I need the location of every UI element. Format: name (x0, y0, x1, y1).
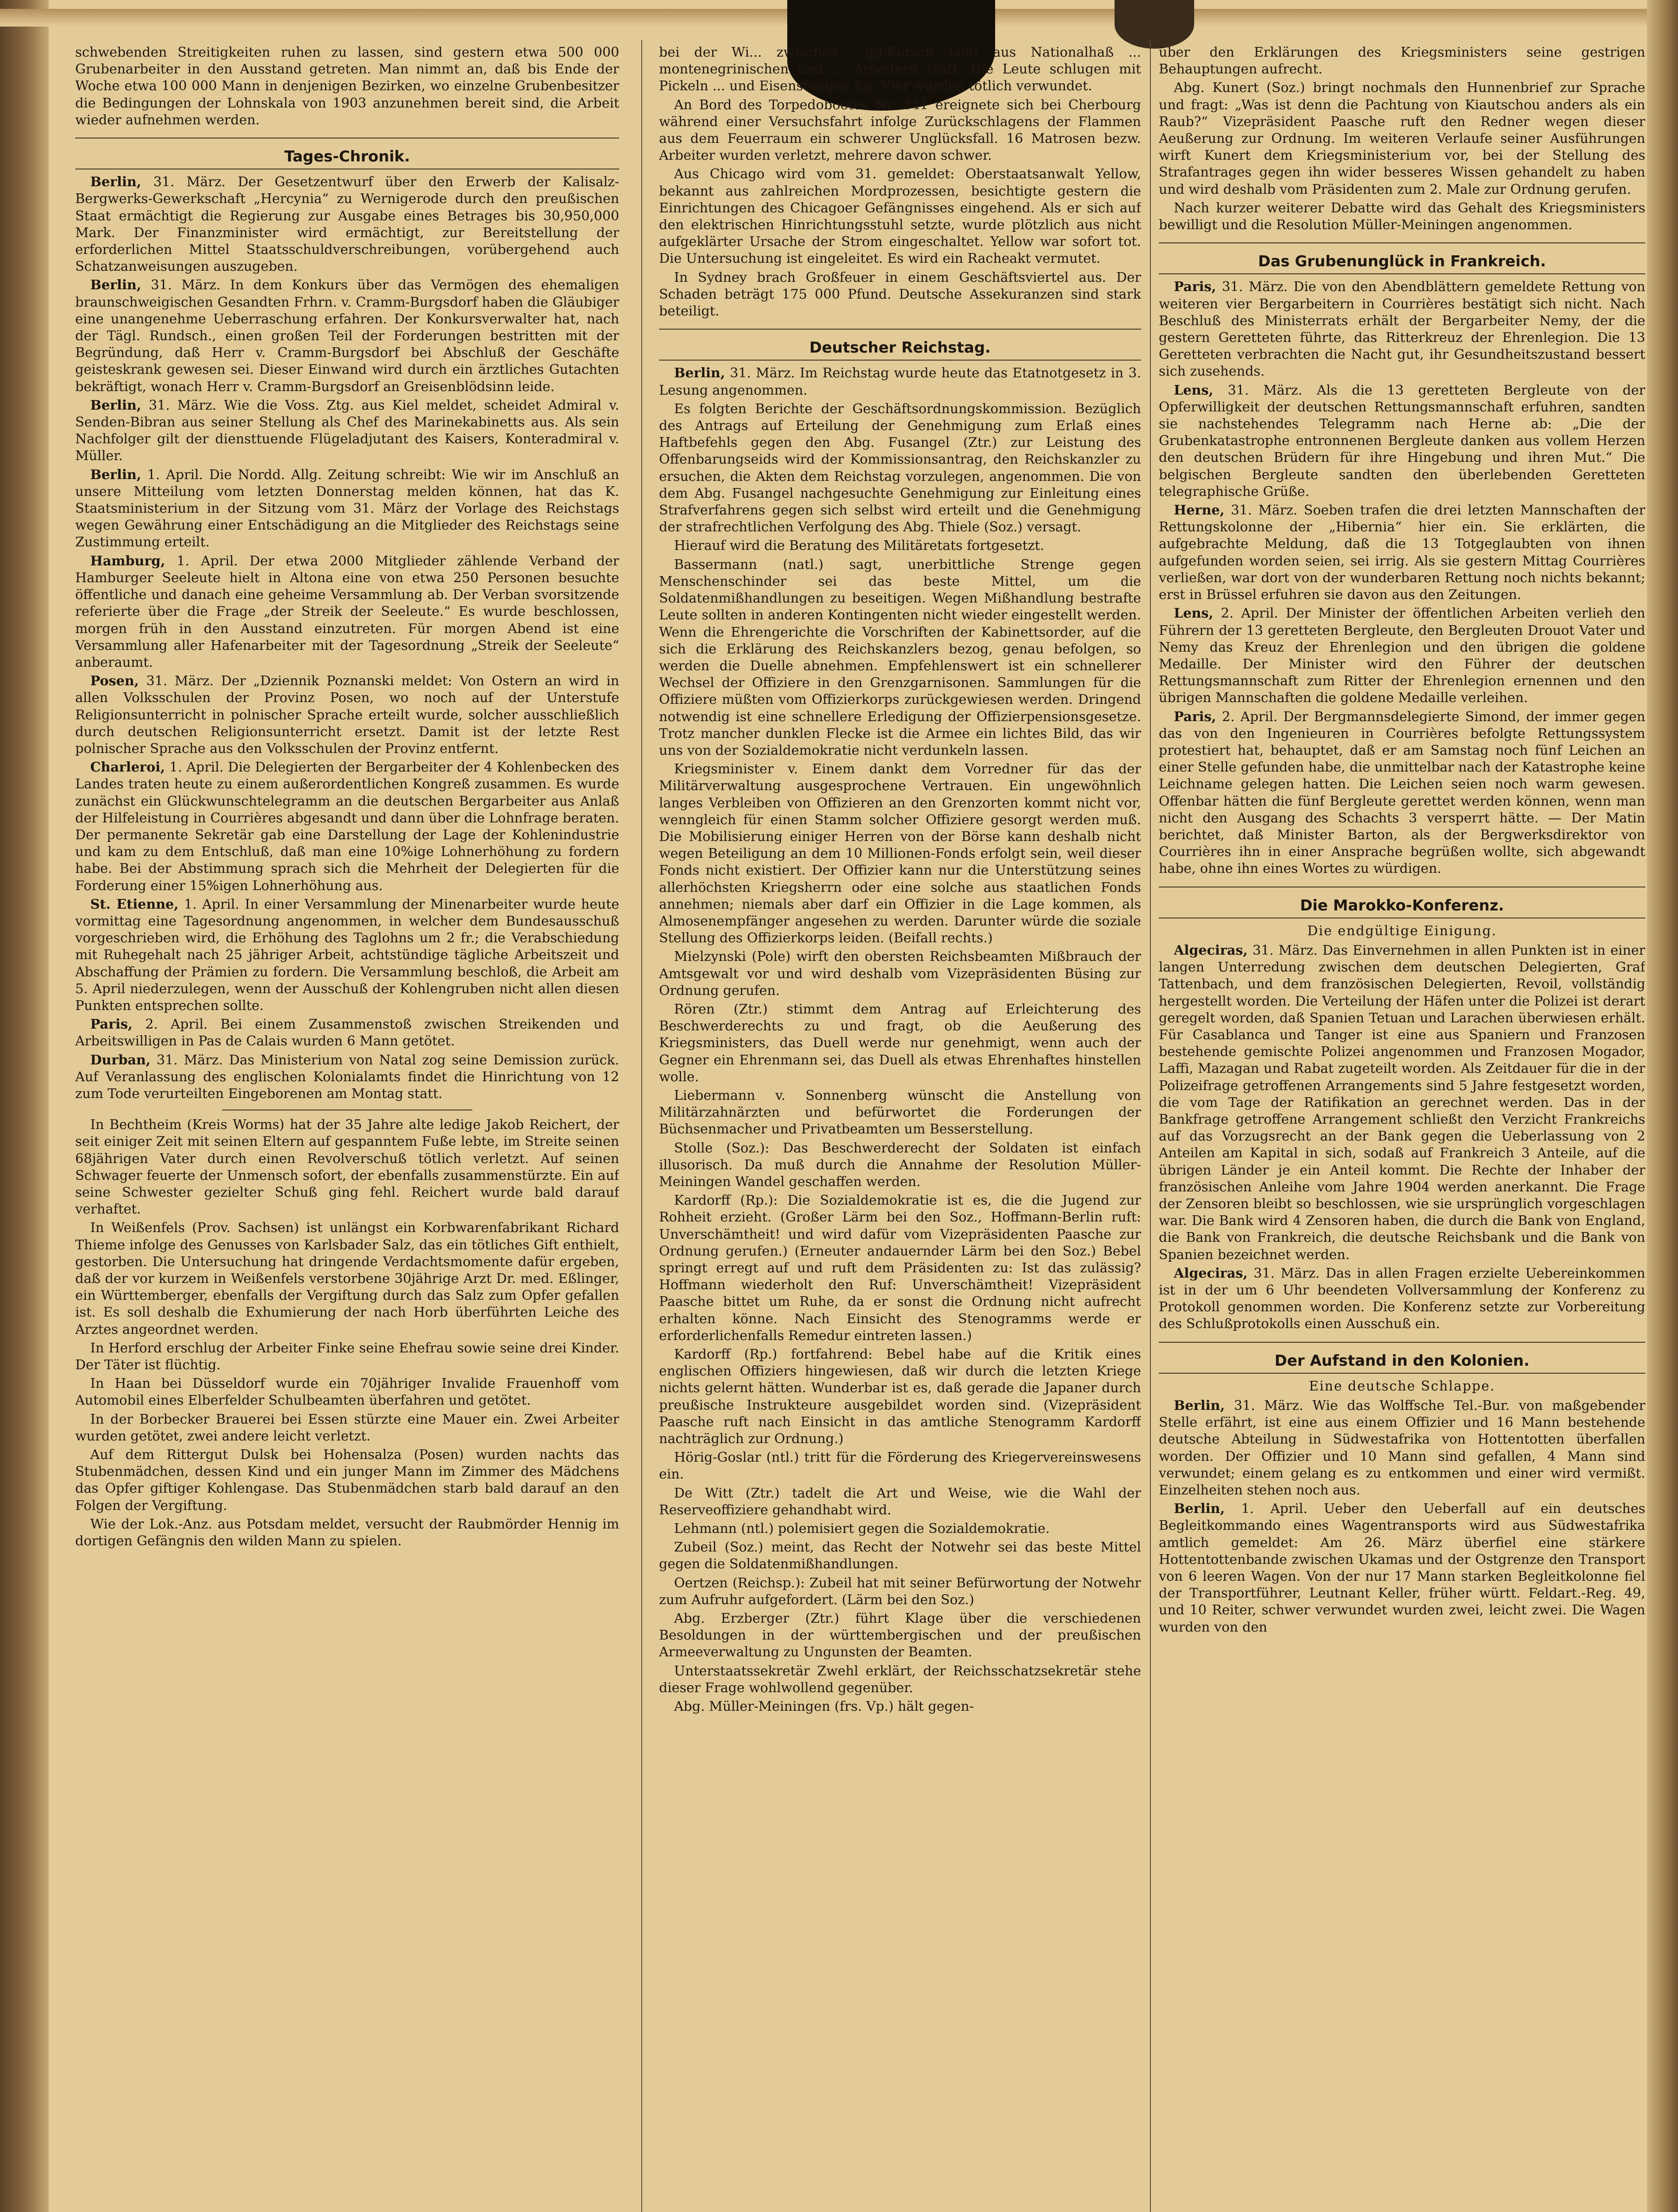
dateline: Algeciras, (1174, 1265, 1248, 1281)
news-text: 1. April. Der etwa 2000 Mitglieder zählende Verband der Hamburger Seeleute hielt in Altona eine von etwa 250 Personen besuchte öffentliche und danach eine geheime Versammlung ab. Der Verban svorsitzende referierte über die Frage „der Streik der Seeleute.“ Es wurde beschlossen, morgen früh in den Ausstand einzutreten. Für morgen Abend ist eine Versammlung aller Hafenarbeiter mit der Tagesordnung „Streik der Seeleute“ anberaumt. (75, 553, 619, 670)
dateline: Algeciras, (1174, 942, 1248, 958)
debate-paragraph: Zubeil (Soz.) meint, das Recht der Notwehr sei das beste Mittel gegen die Soldatenmißhandlungen. (659, 1540, 1141, 1572)
dateline: Berlin, (90, 174, 142, 190)
debate-paragraph: De Witt (Ztr.) tadelt die Art und Weise, wie die Wahl der Reserveoffiziere gehandhabt wird. (659, 1485, 1141, 1518)
section-heading-tages-chronik: Tages-Chronik. (75, 148, 619, 169)
dateline: Paris, (90, 1017, 133, 1033)
news-paragraph: In Sydney brach Großfeuer in einem Geschäftsviertel aus. Der Schaden beträgt 175 000 Pfund. Deutsche Assekuranzen sind stark beteiligt. (659, 269, 1141, 319)
column-1 (75, 44, 619, 2212)
column-rule-2 (1150, 40, 1151, 2212)
section-heading-grubenunglueck: Das Grubenunglück in Frankreich. (1159, 253, 1645, 274)
news-item (1159, 279, 1645, 380)
debate-paragraph: Oertzen (Reichsp.): Zubeil hat mit seiner Befürwortung der Notwehr zum Aufruhr aufgefordert. (Lärm bei den Soz.) (659, 1575, 1141, 1608)
news-item (75, 397, 619, 465)
dateline: Paris, (1174, 279, 1216, 295)
news-item (75, 673, 619, 757)
news-text: 31. März. Das Einvernehmen in allen Punkten ist in einer langen Unterredung zwischen dem deutschen Delegierten, Graf Tattenbach, und dem französischen Delegierten, Revoil, vollständig hergestellt worden. Die Verteilung der Häfen unter die Polizei ist derart geregelt worden, daß Spanien Tetuan und Larachen überwiesen erhält. Für Casablanca und Tanger ist eine aus Spaniern und Franzosen bestehende gemischte Polizei angenommen und Franzosen Mogador, Laffi, Mazagan und Rabat zugeteilt worden. Als Zeitdauer für die in der Polizeifrage getroffenen Arrangements sind 5 Jahre festgesetzt worden, die vom Tage der Ratifikation an gerechnet werden. Das in der Bankfrage getroffene Arrangement schließt den Verzicht Frankreichs auf das Vorzugsrecht an der Bank gegen die Ueberlassung von 2 Anteilen am Kapital in sich, sodaß auf Frankreich 3 Anteile, auf die übrigen Länder je ein Anteil kommt. Die Rechte der Inhaber der französischen Anleihe vom Jahre 1904 werden anerkannt. Die Frage der Zensoren bleibt so beschlossen, wie sie ursprünglich vorgeschlagen war. Die Bank wird 4 Zensoren haben, die durch die Bank von England, die Bank von Frankreich, die deutsche Reichsbank und die Bank von Spanien bezeichnet werden. (1159, 942, 1645, 1263)
dateline: Berlin, (90, 277, 142, 293)
debate-paragraph: Bassermann (natl.) sagt, unerbittliche Strenge gegen Menschenschinder sei das beste Mittel, um die Soldatenmißhandlungen zu beseitigen. Wegen Mißhandlung bestrafte Leute sollten in anderen Kontingenten nicht wieder eingestellt werden. Wenn die Ehrengerichte die Vorschriften der Kabinettsorder, auf die sich die Erklärung des Reichskanzlers bezog, genau befolgen, so werden die Duelle abnehmen. Empfehlenswert ist ein schnellerer Wechsel der Offiziere in den Grenzgarnisonen. Sammlungen für die Offiziere müßten vom Offizierkorps zurückgewiesen werden. Dringend notwendig ist eine schnellere Erledigung der Offizierpensionsgesetze. Trotz mancher dunklen Flecke ist die Armee ein lichtes Bild, das wir uns von der Sozialdemokratie nicht verdunkeln lassen. (659, 557, 1141, 758)
book-gutter (0, 0, 49, 2212)
news-text: 2. April. Der Bergmannsdelegierte Simond, der immer gegen das von den Ingenieuren in Courrières befolgte Rettungssystem protestiert hat, behauptet, daß er am Samstag noch fünf Leichen an einer Stelle gefunden habe, die unmittelbar nach der Katastrophe keine Leichname gelegen hatten. Die Leichen seien noch warm gewesen. Offenbar hätten die fünf Bergleute gerettet werden können, wenn man nicht den Ausgang des Schachts 3 versperrt hätte. — Der Matin berichtet, daß Minister Barton, als der Bergwerksdirektor von Courrières ihn in einer Ansprache begrüßen wollte, sich abgewandt habe, ohne ihn eines Wortes zu würdigen. (1159, 709, 1645, 877)
news-text: 31. März. Das in allen Fragen erzielte Uebereinkommen ist in der um 6 Uhr beendeten Vollversammlung der Konferenz zu Protokoll genommen worden. Die Konferenz setzte zur Vorbereitung des Schlußprotokolls einen Ausschuß ein. (1159, 1265, 1645, 1332)
dateline: Berlin, (90, 397, 142, 413)
news-item (1159, 605, 1645, 707)
news-text: 31. März. Die von den Abendblättern gemeldete Rettung von weiteren vier Bergarbeitern in Courrières bestätigt sich nicht. Nach Beschluß des Ministerrats erhält der Bergarbeiter Nemy, der die gestern Geretteten führte, das Ritterkreuz der Ehrenlegion. Die 13 Geretteten verbrachten die Nacht gut, ihr Gesundheitszustand bessert sich zusehends. (1159, 279, 1645, 380)
dateline: Charleroi, (90, 760, 165, 776)
news-text: 31. März. Wie das Wolffsche Tel.-Bur. von maßgebender Stelle erfährt, ist eine aus einem Offizier und 16 Mann bestehende deutsche Abteilung in Südwestafrika von Hottentotten überfallen worden. Der Offizier und 10 Mann sind gefallen, 4 Mann sind verwundet; einem gelang es zu entkommen und einer wird vermißt. Einzelheiten stehen noch aus. (1159, 1398, 1645, 1498)
dateline: St. Etienne, (90, 896, 179, 912)
news-item (1159, 502, 1645, 603)
dateline: Berlin, (90, 467, 142, 483)
debate-paragraph: Lehmann (ntl.) polemisiert gegen die Sozialdemokratie. (674, 1521, 1050, 1537)
dateline: Lens, (1174, 606, 1214, 622)
news-text: 1. April. In einer Versammlung der Minenarbeiter wurde heute vormittag eine Tagesordnung angenommen, in welcher dem Bundesausschuß vorgeschrieben wird, die Erhöhung des Taglohns um 2 fr.; die Verabschiedung mit Ruhegehalt nach 25 jähriger Arbeit, achtstündige tägliche Arbeitszeit und Abschaffung der Prämien zu fordern. Die Versammlung beschloß, die Arbeit am 5. April niederzulegen, wenn der Ausschuß der Kohlengruben nicht allen diesen Punkten entsprechen sollte. (75, 896, 619, 1014)
ink-stain-small (1115, 0, 1194, 49)
section-subheading: Eine deutsche Schlappe. (1309, 1378, 1495, 1394)
news-text: 31. März. Im Reichstag wurde heute das Etatnotgesetz in 3. Lesung angenommen. (659, 365, 1141, 398)
page-edge (1647, 0, 1678, 2212)
news-paragraph: bei der Wi... zwischen ...gg-Korsch fand aus Nationalhaß ... montenegrinischen und ... Arbeitern statt. Die Leute schlugen mit Pickeln ... und Eisenstangen los. Vier wurden tötlich verwundet. (659, 45, 1141, 94)
debate-paragraph: Liebermann v. Sonnenberg wünscht die Anstellung von Militärzahnärzten und befürwortet die Forderungen der Büchsenmacher und Privatbeamten um Besserstellung. (659, 1087, 1141, 1137)
debate-paragraph: Kardorff (Rp.) fortfahrend: Bebel habe auf die Kritik eines englischen Offiziers hingewiesen, daß wir durch die letzten Kriege nichts gelernt hätten. Wunderbar ist es, daß gerade die Japaner durch preußische Instrukteure ausgebildet worden sind. (Vizepräsident Paasche ruft nach Einsicht in das amtliche Stenogramm Kardorff nachträglich zur Ordnung.) (659, 1347, 1141, 1447)
debate-paragraph: Kriegsminister v. Einem dankt dem Vorredner für das der Militärverwaltung ausgesprochene Vertrauen. Ein ungewöhnlich langes Verbleiben von Offizieren an den Grenzorten kommt nicht vor, wenngleich für einen Stamm solcher Offiziere gesorgt werden muß. Die Mobilisierung einiger Herren von der Börse kann deshalb nicht wegen Beteiligung an dem 10 Millionen-Fonds erfolgt sein, weil dieser Fonds nicht existiert. Der Offizier kann nur die Unterstützung seines allerhöchsten Kriegsherrn oder eine solche aus staatlichen Fonds annehmen; niemals aber darf ein Offizier in die Lage kommen, als Almosenempfänger angesehen zu werden. Darunter würde die soziale Stellung des Offizierkorps leiden. (Beifall rechts.) (659, 761, 1141, 946)
section-heading-reichstag: Deutscher Reichstag. (659, 339, 1141, 361)
dateline: Berlin, (1174, 1398, 1225, 1414)
debate-paragraph: über den Erklärungen des Kriegsministers seine gestrigen Behauptungen aufrecht. (1159, 45, 1645, 77)
misc-item: In der Borbecker Brauerei bei Essen stürzte eine Mauer ein. Zwei Arbeiter wurden getötet, zwei andere leicht verletzt. (75, 1411, 619, 1444)
misc-item: In Herford erschlug der Arbeiter Finke seine Ehefrau sowie seine drei Kinder. Der Täter ist flüchtig. (75, 1340, 619, 1373)
intro-paragraph: schwebenden Streitigkeiten ruhen zu lassen, sind gestern etwa 500 000 Grubenarbeiter in den Ausstand getreten. Man nimmt an, daß bis Ende der Woche etwa 100 000 Mann in denjenigen Bezirken, wo einzelne Grubenbesitzer die Bedingungen der Lohnskala von 1903 anzunehmen bereit sind, die Arbeit wieder aufnehmen werden. (75, 45, 619, 128)
news-text: 31. März. Wie die Voss. Ztg. aus Kiel meldet, scheidet Admiral v. Senden-Bibran aus seiner Stellung als Chef des Marinekabinetts aus. Als sein Nachfolger gilt der diensttuende Flügeladjutant des Kaisers, Konteradmiral v. Müller. (75, 397, 619, 464)
dateline: Paris, (1174, 709, 1216, 725)
news-item (659, 365, 1141, 399)
section-heading-kolonien: Der Aufstand in den Kolonien. (1159, 1352, 1645, 1374)
misc-item: In Bechtheim (Kreis Worms) hat der 35 Jahre alte ledige Jakob Reichert, der seit einiger Zeit mit seinen Eltern auf gespanntem Fuße lebte, im Streite seinen 68jährigen Vater durch einen Revolverschuß tötlich verletzt. Auf seinen Schwager feuerte der Unmensch sofort, der ebenfalls zusammenstürzte. Ein auf seine Schwester gezielter Schuß ging fehl. Reichert wurde bald darauf verhaftet. (75, 1117, 619, 1217)
news-item (1159, 382, 1645, 500)
news-item (75, 553, 619, 671)
news-item (1159, 942, 1645, 1263)
misc-item: Wie der Lok.-Anz. aus Potsdam meldet, versucht der Raubmörder Hennig im dortigen Gefängnis den wilden Mann zu spielen. (75, 1516, 619, 1549)
divider (659, 329, 1141, 330)
debate-paragraph: Unterstaatssekretär Zwehl erklärt, der Reichsschatzsekretär stehe dieser Frage wohlwollend gegenüber. (659, 1663, 1141, 1696)
column-2 (659, 44, 1141, 2212)
news-text: 31. März. Der „Dziennik Poznanski meldet: Von Ostern an wird in allen Volksschulen der Provinz Posen, wo noch auf der Unterstufe Religionsunterricht in polnischer Sprache erteilt wurde, solcher ausschließlich durch deutschen Religionsunterricht ersetzt. Damit ist der letzte Rest polnischer Sprache aus den Volksschulen der Provinz entfernt. (75, 673, 619, 757)
debate-paragraph: Es folgten Berichte der Geschäftsordnungskommission. Bezüglich des Antrags auf Erteilung der Genehmigung zum Erlaß eines Haftbefehls gegen den Abg. Fusangel (Ztr.) zur Leistung des Offenbarungseids wird der Kommissionsantrag, den Reichskanzler zu ersuchen, die Akten dem Reichstag vorzulegen, angenommen. Die von dem Abg. Fusangel nachgesuchte Genehmigung zur Einleitung eines Strafverfahrens gegen sich selbst wird erteilt und die Genehmigung der strafrechtlichen Verfolgung des Abg. Thiele (Soz.) versagt. (659, 401, 1141, 535)
dateline: Berlin, (1174, 1501, 1225, 1517)
section-heading-marokko: Die Marokko-Konferenz. (1159, 897, 1645, 918)
debate-paragraph: Abg. Müller-Meiningen (frs. Vp.) hält gegen- (674, 1699, 974, 1715)
debate-paragraph: Hörig-Goslar (ntl.) tritt für die Förderung des Kriegervereinswesens ein. (659, 1450, 1141, 1482)
debate-paragraph: Nach kurzer weiterer Debatte wird das Gehalt des Kriegsministers bewilligt und die Resolution Müller-Meiningen angenommen. (1159, 200, 1645, 233)
dateline: Posen, (90, 673, 139, 689)
news-text: 31. März. Als die 13 geretteten Bergleute von der Opferwilligkeit der deutschen Rettungsmannschaft erfuhren, sandten sie nachstehendes Telegramm nach Herne ab: „Die der Grubenkatastrophe entronnenen Bergleute danken aus vollem Herzen den deutschen Brüdern für ihre Hingebung und ihren Mut.“ Die belgischen Bergleute sandten den überlebenden Geretteten telegraphische Grüße. (1159, 382, 1645, 499)
news-item (75, 759, 619, 895)
misc-item: Auf dem Rittergut Dulsk bei Hohensalza (Posen) wurden nachts das Stubenmädchen, dessen Kind und ein junger Mann im Zimmer des Mädchens das Opfer giftiger Kohlengase. Das Stubenmädchen starb bald darauf an den Folgen der Vergiftung. (75, 1447, 619, 1513)
misc-item: In Haan bei Düsseldorf wurde ein 70jähriger Invalide Frauenhoff vom Automobil eines Elberfelder Schulbeamten überfahren und getötet. (75, 1376, 619, 1409)
news-text: 31. März. In dem Konkurs über das Vermögen des ehemaligen braunschweigischen Gesandten Frhrn. v. Cramm-Burgsdorf haben die Gläubiger eine unangenehme Ueberraschung erfahren. Der Konkursverwalter hat, nach der Tägl. Rundsch., einen großen Teil der Forderungen bestritten mit der Begründung, daß Herr v. Cramm-Burgsdorf bei Abschluß der Geschäfte geisteskrank gewesen sei. Dieser Einwand wird durch ein ärztliches Gutachten bekräftigt, wonach Herr v. Cramm-Burgsdorf an Greisenblödsinn leide. (75, 277, 619, 395)
news-text: 31. März. Soeben trafen die drei letzten Mannschaften der Rettungskolonne der „Hibernia“ hier ein. Sie erklärten, die aufgebrachte Meldung, daß die 13 Totgeglaubten von ihnen aufgefunden worden seien, sei irrig. Als sie gestern Mittag Courrières verließen, war dort von der wunderbaren Rettung noch nichts bekannt; erst in Brüssel erfuhren sie davon aus den Zeitungen. (1159, 503, 1645, 603)
section-subheading: Die endgültige Einigung. (1307, 923, 1497, 939)
debate-paragraph: Stolle (Soz.): Das Beschwerderecht der Soldaten ist einfach illusorisch. Da muß durch die Annahme der Resolution Müller-Meiningen Wandel geschaffen werden. (659, 1140, 1141, 1190)
dateline: Berlin, (674, 365, 725, 381)
dateline: Hamburg, (90, 553, 165, 569)
news-paragraph: An Bord des Torpedobootes Nr. 341 ereignete sich bei Cherbourg während einer Versuchsfahrt infolge Zurückschlagens der Flammen aus dem Feuerraum ein schwerer Unglücksfall. 16 Matrosen bezw. Arbeiter wurden verletzt, mehrere davon schwer. (659, 97, 1141, 164)
news-text: 1. April. Die Delegierten der Bergarbeiter der 4 Kohlenbecken des Landes traten heute zu einem außerordentlichen Kongreß zusammen. Es wurde zunächst ein Glückwunschtelegramm an die deutschen Bergarbeiter aus Anlaß der Hilfeleistung in Courrières abgesandt und dann über die Lohnfrage beraten. Der permanente Sekretär gab eine Darstellung der Lage der Kohlenindustrie und kam zu dem Entschluß, daß man eine 10%ige Lohnerhöhung zu fordern habe. Bei der Abstimmung sprach sich die Mehrheit der Delegierten für die Forderung einer 15%igen Lohnerhöhung aus. (75, 760, 619, 894)
divider (1159, 1342, 1645, 1343)
news-item (75, 1016, 619, 1050)
dateline: Lens, (1174, 382, 1214, 398)
news-item (1159, 1265, 1645, 1333)
debate-paragraph: Mielzynski (Pole) wirft den obersten Reichsbeamten Mißbrauch der Amtsgewalt vor und wird deshalb vom Vizepräsidenten Büsing zur Ordnung gerufen. (659, 949, 1141, 998)
news-text: 2. April. Bei einem Zusammenstoß zwischen Streikenden und Arbeitswilligen in Pas de Calais wurden 6 Mann getötet. (75, 1017, 619, 1049)
news-text: 1. April. Ueber den Ueberfall auf ein deutsches Begleitkommando eines Wagentransports wird aus Südwestafrika amtlich gemeldet: Am 26. März überfiel eine stärkere Hottentottenbande zwischen Ukamas und der Ostgrenze den Transport von 6 leeren Wagen. Von der nur 17 Mann starken Begleitkolonne fiel der Transportführer, Leutnant Keller, früher württ. Feldart.-Reg. 49, und 10 Reiter, schwer verwundet wurden zwei, leicht zwei. Die Wagen wurden von den (1159, 1501, 1645, 1635)
debate-paragraph: Hierauf wird die Beratung des Militäretats fortgesetzt. (674, 538, 1045, 554)
column-rule-1 (641, 40, 642, 2212)
column-3 (1159, 44, 1645, 2212)
news-item (75, 277, 619, 395)
debate-paragraph: Abg. Erzberger (Ztr.) führt Klage über die verschiedenen Besoldungen in der württembergischen und der preußischen Armeeverwaltung zu Ungunsten der Beamten. (659, 1611, 1141, 1660)
news-item (75, 174, 619, 275)
news-item (1159, 1501, 1645, 1636)
debate-paragraph: Kardorff (Rp.): Die Sozialdemokratie ist es, die die Jugend zur Rohheit erzieht. (Großer Lärm bei den Soz., Hoffmann-Berlin ruft: Unverschämtheit! und wird dafür vom Vizepräsidenten Paasche zur Ordnung gerufen.) (Erneuter andauernder Lärm bei den Soz.) Bebel springt erregt auf und ruft dem Präsidenten zu: Ist das zulässig? Hoffmann wiederholt den Ruf: Unverschämtheit! Vizepräsident Paasche bittet um Ruhe, da er sonst die Ordnung nicht aufrecht erhalten könne. Nach Einsicht des Stenogramms werde er erforderlichenfalls Remedur eintreten lassen.) (659, 1193, 1141, 1344)
news-item (75, 467, 619, 551)
divider (1159, 242, 1645, 243)
news-item (1159, 709, 1645, 878)
misc-item: In Weißenfels (Prov. Sachsen) ist unlängst ein Korbwarenfabrikant Richard Thieme infolge des Genusses von Karlsbader Salz, das ein tötliches Gift enthielt, gestorben. Die Untersuchung hat dringende Verdachtsmomente dafür ergeben, daß der vor kurzem in Weißenfels verstorbene 30jährige Arzt Dr. med. Eßlinger, ein Württemberger, ebenfalls der Vergiftung durch das Salz zum Opfer gefallen ist. Es soll deshalb die Exhumierung der nach Horb überführten Leiche des Arztes angeordnet werden. (75, 1220, 619, 1337)
news-text: 31. März. Der Gesetzentwurf über den Erwerb der Kalisalz-Bergwerks-Gewerkschaft „Hercynia“ zu Wernigerode durch den preußischen Staat ermächtigt die Regierung zur Ausgabe eines Betrages bis 30,950,000 Mark. Der Finanzminister wird ermächtigt, zur Bereitstellung der erforderlichen Mittel Staatsschuldverschreibungen, vorübergehend auch Schatzanweisungen auszugeben. (75, 174, 619, 275)
news-text: 1. April. Die Nordd. Allg. Zeitung schreibt: Wie wir im Anschluß an unsere Mitteilung vom letzten Donnerstag melden können, hat das K. Staatsministerium in der Sitzung vom 31. März der Vorlage des Reichstags wegen Gewährung einer Entschädigung an die Mitglieder des Reichstags seine Zustimmung erteilt. (75, 467, 619, 550)
news-text: 31. März. Das Ministerium von Natal zog seine Demission zurück. Auf Veranlassung des englischen Kolonialamts findet die Hinrichtung von 12 zum Tode verurteilten Eingeborenen am Montag statt. (75, 1052, 619, 1102)
dateline: Durban, (90, 1052, 151, 1068)
news-text: 2. April. Der Minister der öffentlichen Arbeiten verlieh den Führern der 13 geretteten Bergleute, den Bergleuten Drouot Vater und Nemy das Kreuz der Ehrenlegion und den übrigen die goldene Medaille. Der Minister wird den Führer der deutschen Rettungsmannschaft zum Ritter der Ehrenlegion ernennen und den übrigen Mannschaften die goldene Medaille verleihen. (1159, 606, 1645, 706)
news-paragraph: Aus Chicago wird vom 31. gemeldet: Oberstaatsanwalt Yellow, bekannt aus zahlreichen Mordprozessen, besichtigte gestern die Einrichtungen des Chicagoer Gefängnisses eingehend. Als er sich auf den elektrischen Hinrichtungsstuhl setzte, wurde plötzlich aus nicht aufgeklärter Ursache der Strom eingeschaltet. Yellow war sofort tot. Die Untersuchung ist eingeleitet. Es wird ein Racheakt vermutet. (659, 166, 1141, 267)
news-item (75, 896, 619, 1014)
debate-paragraph: Abg. Kunert (Soz.) bringt nochmals den Hunnenbrief zur Sprache und fragt: „Was ist denn die Pachtung von Kiautschou anders als ein Raub?“ Vizepräsident Paasche ruft den Redner wegen dieser Aeußerung zur Ordnung. Im weiteren Verlaufe seiner Ausführungen wirft Kunert dem Kriegsministerium vor, bei der Stellung des Strafantrages gegen ihn wider besseres Wissen gehandelt zu haben und wird deshalb vom Präsidenten zum 2. Male zur Ordnung gerufen. (1159, 80, 1645, 197)
news-item (1159, 1398, 1645, 1499)
dateline: Herne, (1174, 503, 1225, 518)
debate-paragraph: Rören (Ztr.) stimmt dem Antrag auf Erleichterung des Beschwerderechts zu und fragt, ob die Aeußerung des Kriegsministers, das Duell werde nur genehmigt, wenn auch der Gegner ein Ehrenmann sei, das Duell als etwas Ehrenhaftes hinstellen wolle. (659, 1001, 1141, 1085)
news-item (75, 1052, 619, 1103)
